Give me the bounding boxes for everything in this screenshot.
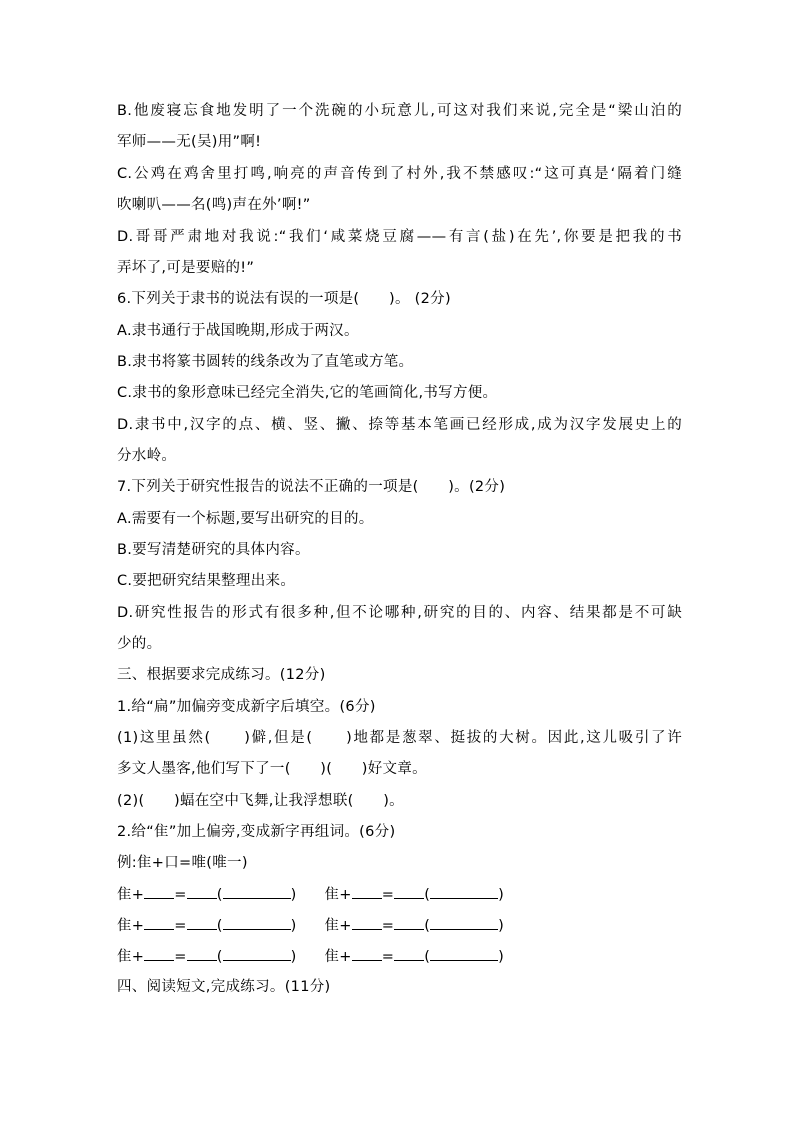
- equals-sign: =: [381, 887, 395, 903]
- word-blank[interactable]: [223, 915, 291, 930]
- new-char-blank[interactable]: [394, 915, 424, 930]
- s3-q1-part2: (2)( )蝠在空中飞舞,让我浮想联( )。: [117, 793, 404, 809]
- fill-base-char: 隹+: [117, 887, 145, 903]
- open-paren: (: [424, 887, 431, 903]
- radical-blank[interactable]: [144, 915, 174, 930]
- new-char-blank[interactable]: [187, 915, 217, 930]
- radical-blank[interactable]: [352, 884, 382, 899]
- fill-base-char: 隹+: [117, 918, 145, 934]
- q5-option-b-line2: 军师——无(吴)用”啊!: [117, 134, 262, 150]
- q5-option-d-line2: 弄坏了,可是要赔的!”: [117, 260, 255, 276]
- open-paren: (: [216, 949, 223, 965]
- q5-option-c-line2: 吹喇叭——名(鸣)声在外’啊!”: [117, 197, 311, 213]
- section-3-heading: 三、根据要求完成练习。(12分): [117, 667, 326, 683]
- equals-sign: =: [174, 918, 187, 934]
- word-blank[interactable]: [430, 915, 498, 930]
- fill-item: [117, 915, 297, 936]
- fill-base-char: 隹+: [117, 949, 145, 965]
- equals-sign: =: [381, 918, 395, 934]
- word-blank[interactable]: [223, 946, 291, 961]
- open-paren: (: [424, 949, 431, 965]
- fill-base-char: 隹+: [324, 918, 352, 934]
- fill-base-char: 隹+: [324, 887, 352, 903]
- close-paren: ): [498, 887, 505, 903]
- s3-q2-example: 例:隹+口=唯(唯一): [117, 855, 248, 871]
- fill-item: [324, 884, 504, 905]
- fill-item: [117, 884, 297, 905]
- q5-option-b-line1: B.他废寝忘食地发明了一个洗碗的小玩意儿,可这对我们来说,完全是“梁山泊的: [117, 103, 682, 119]
- q7-option-c: C.要把研究结果整理出来。: [117, 573, 296, 589]
- q7-option-b: B.要写清楚研究的具体内容。: [117, 542, 310, 558]
- question-6-stem: 6.下列关于隶书的说法有误的一项是( )。 (2分): [117, 291, 451, 307]
- fill-row-3: [117, 946, 682, 967]
- fill-row-1: [117, 884, 682, 905]
- s3-question-2-stem: 2.给“隹”加上偏旁,变成新字再组词。(6分): [117, 824, 396, 840]
- new-char-blank[interactable]: [394, 884, 424, 899]
- q6-option-b: B.隶书将篆书圆转的线条改为了直笔或方笔。: [117, 354, 414, 370]
- equals-sign: =: [174, 887, 187, 903]
- s3-q1-part1-line2: 多文人墨客,他们写下了一( )( )好文章。: [117, 761, 427, 777]
- word-blank[interactable]: [430, 884, 498, 899]
- new-char-blank[interactable]: [187, 884, 217, 899]
- s3-question-1-stem: 1.给“扁”加偏旁变成新字后填空。(6分): [117, 699, 376, 715]
- section-4-heading: 四、阅读短文,完成练习。(11分): [117, 979, 331, 995]
- close-paren: ): [290, 949, 297, 965]
- equals-sign: =: [381, 949, 395, 965]
- radical-blank[interactable]: [144, 884, 174, 899]
- radical-blank[interactable]: [352, 946, 382, 961]
- q7-option-a: A.需要有一个标题,要写出研究的目的。: [117, 511, 374, 527]
- q6-option-d-line2: 分水岭。: [117, 448, 177, 464]
- close-paren: ): [290, 918, 297, 934]
- word-blank[interactable]: [223, 884, 291, 899]
- new-char-blank[interactable]: [187, 946, 217, 961]
- q6-option-a: A.隶书通行于战国晚期,形成于两汉。: [117, 323, 359, 339]
- word-blank[interactable]: [430, 946, 498, 961]
- close-paren: ): [498, 949, 505, 965]
- s3-q1-part1-line1: (1)这里虽然( )僻,但是( )地都是葱翠、挺拔的大树。因此,这儿吸引了许: [117, 730, 682, 746]
- radical-blank[interactable]: [352, 915, 382, 930]
- radical-blank[interactable]: [144, 946, 174, 961]
- question-7-stem: 7.下列关于研究性报告的说法不正确的一项是( )。(2分): [117, 479, 506, 495]
- fill-item: [324, 915, 504, 936]
- new-char-blank[interactable]: [394, 946, 424, 961]
- q5-option-c-line1: C.公鸡在鸡舍里打鸣,响亮的声音传到了村外,我不禁感叹:“这可真是‘隔着门缝: [117, 166, 682, 182]
- close-paren: ): [498, 918, 505, 934]
- fill-base-char: 隹+: [324, 949, 352, 965]
- open-paren: (: [424, 918, 431, 934]
- q5-option-d-line1: D.哥哥严肃地对我说:“我们‘咸菜烧豆腐——有言(盐)在先’,你要是把我的书: [117, 229, 682, 245]
- fill-item: [324, 946, 504, 967]
- q7-option-d-line2: 少的。: [117, 636, 162, 652]
- open-paren: (: [216, 918, 223, 934]
- q7-option-d-line1: D.研究性报告的形式有很多种,但不论哪种,研究的目的、内容、结果都是不可缺: [117, 605, 682, 621]
- open-paren: (: [216, 887, 223, 903]
- q6-option-d-line1: D.隶书中,汉字的点、横、竖、撇、捺等基本笔画已经形成,成为汉字发展史上的: [117, 417, 682, 433]
- fill-row-2: [117, 915, 682, 936]
- close-paren: ): [290, 887, 297, 903]
- equals-sign: =: [174, 949, 187, 965]
- q6-option-c: C.隶书的象形意味已经完全消失,它的笔画简化,书写方便。: [117, 385, 498, 401]
- fill-item: [117, 946, 297, 967]
